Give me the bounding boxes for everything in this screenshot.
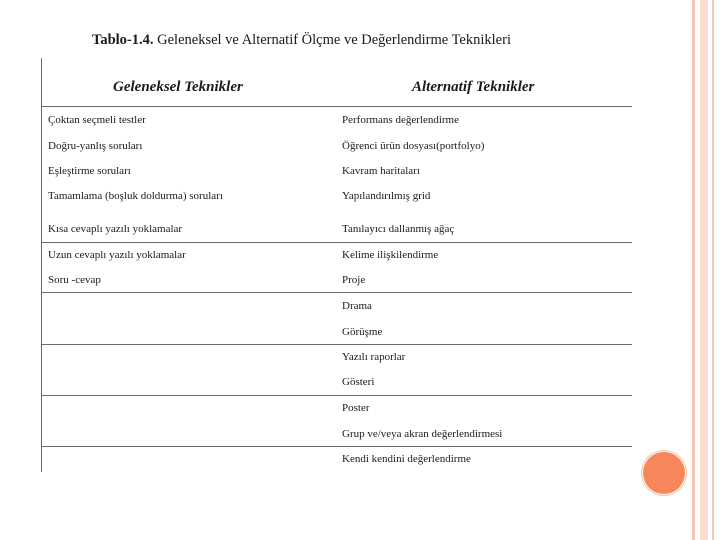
row-divider: [41, 395, 632, 396]
traditional-item: Çoktan seçmeli testler: [48, 114, 146, 126]
alternative-item: Görüşme: [342, 326, 383, 338]
table-left-border: [41, 58, 42, 472]
row-divider: [41, 242, 632, 243]
decorative-stripe: [700, 0, 708, 540]
decorative-stripe: [692, 0, 695, 540]
caption-title: Geleneksel ve Alternatif Ölçme ve Değerlendirme Teknikleri: [157, 32, 511, 48]
alternative-item: Drama: [342, 300, 372, 312]
alternative-item: Kavram haritaları: [342, 165, 420, 177]
header-traditional: Geleneksel Teknikler: [113, 79, 243, 95]
alternative-item: Performans değerlendirme: [342, 114, 459, 126]
alternative-item: Kendi kendini değerlendirme: [342, 453, 471, 465]
alternative-item: Kelime ilişkilendirme: [342, 249, 439, 261]
alternative-item: Grup ve/veya akran değerlendirmesi: [342, 428, 503, 440]
decorative-circle: [642, 451, 686, 495]
traditional-item: Uzun cevaplı yazılı yoklamalar: [48, 249, 186, 261]
alternative-item: Poster: [342, 402, 370, 414]
alternative-item: Öğrenci ürün dosyası(portfolyo): [342, 140, 485, 152]
decorative-stripe: [712, 0, 714, 540]
traditional-item: Soru -cevap: [48, 274, 101, 286]
row-divider: [41, 292, 632, 293]
traditional-item: Kısa cevaplı yazılı yoklamalar: [48, 223, 183, 235]
row-divider: [41, 446, 632, 447]
header-divider: [41, 106, 632, 107]
traditional-item: Tamamlama (boşluk doldurma) soruları: [48, 190, 223, 202]
alternative-item: Proje: [342, 274, 366, 286]
traditional-item: Doğru-yanlış soruları: [48, 140, 143, 152]
row-divider: [41, 344, 632, 345]
alternative-item: Yazılı raporlar: [342, 351, 406, 363]
traditional-item: Eşleştirme soruları: [48, 165, 131, 177]
alternative-item: Gösteri: [342, 376, 375, 388]
alternative-item: Yapılandırılmış grid: [342, 190, 431, 202]
alternative-item: Tanılayıcı dallanmış ağaç: [342, 223, 455, 235]
caption-label: Tablo-1.4.: [92, 32, 154, 48]
table-caption: [92, 32, 511, 49]
header-alternative: Alternatif Teknikler: [412, 79, 535, 95]
